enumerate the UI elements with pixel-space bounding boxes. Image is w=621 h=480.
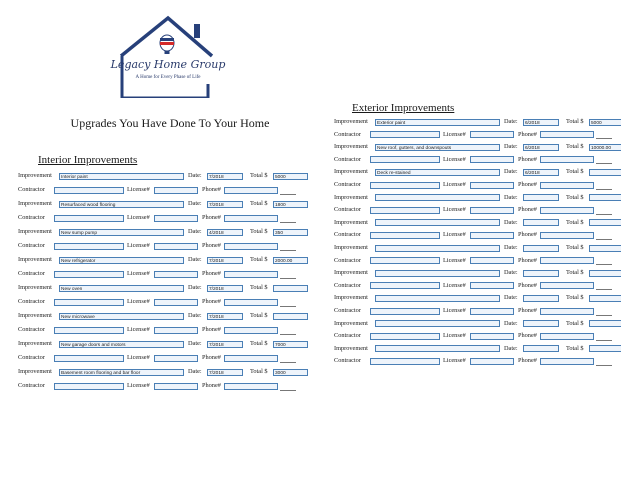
improvement-field[interactable] — [375, 320, 500, 327]
improvement-row — [18, 339, 318, 349]
improvement-row — [18, 367, 318, 377]
total-field[interactable]: 2000.00 — [273, 257, 308, 264]
license-label: License# — [443, 231, 466, 239]
phone-field[interactable] — [224, 271, 278, 278]
improvement-field[interactable]: New roof, gutters, and downspouts — [375, 144, 500, 151]
improvement-row — [18, 255, 318, 265]
total-field[interactable]: 350 — [273, 229, 308, 236]
contractor-field[interactable] — [370, 358, 440, 365]
total-field[interactable] — [589, 245, 621, 252]
total-label: Total $ — [566, 168, 584, 176]
phone-label: Phone# — [202, 382, 221, 389]
phone-field[interactable] — [224, 187, 278, 194]
license-field[interactable] — [470, 232, 514, 239]
improvement-row — [334, 142, 621, 152]
improvement-row — [18, 199, 318, 209]
improvement-field[interactable]: New garage doors and motors — [59, 341, 184, 348]
date-label: Date: — [504, 244, 518, 251]
license-field[interactable] — [470, 156, 514, 163]
date-label: Date: — [504, 118, 518, 125]
contractor-field[interactable] — [54, 187, 124, 194]
total-field[interactable] — [589, 169, 621, 176]
phone-underline — [596, 365, 612, 366]
license-field[interactable] — [470, 358, 514, 365]
license-label: License# — [127, 270, 150, 277]
total-label: Total $ — [250, 172, 268, 179]
contractor-row — [334, 205, 621, 215]
improvement-row — [334, 268, 621, 278]
total-field[interactable] — [589, 345, 621, 352]
phone-field[interactable] — [224, 355, 278, 362]
phone-label: Phone# — [202, 214, 221, 221]
license-label: License# — [443, 130, 466, 138]
license-field[interactable] — [154, 355, 198, 362]
phone-underline — [280, 306, 296, 307]
date-field[interactable]: 7/2018 — [207, 285, 243, 292]
contractor-label: Contractor — [18, 326, 45, 333]
license-field[interactable] — [154, 327, 198, 334]
phone-label: Phone# — [518, 231, 537, 239]
license-field[interactable] — [154, 383, 198, 390]
contractor-field[interactable] — [54, 215, 124, 222]
date-field[interactable] — [523, 270, 559, 277]
total-field[interactable] — [589, 194, 621, 201]
date-field[interactable]: 6/2018 — [523, 144, 559, 151]
phone-field[interactable] — [540, 207, 594, 214]
improvement-row — [334, 293, 621, 303]
logo-name: Legacy Home Group — [110, 58, 226, 71]
date-label: Date: — [504, 168, 518, 176]
contractor-field[interactable] — [370, 257, 440, 264]
phone-field[interactable] — [224, 243, 278, 250]
contractor-field[interactable] — [370, 207, 440, 214]
improvement-row — [334, 319, 621, 329]
phone-underline — [280, 194, 296, 195]
date-field[interactable] — [523, 194, 559, 201]
contractor-label: Contractor — [334, 181, 361, 188]
license-field[interactable] — [470, 282, 514, 289]
phone-underline — [596, 189, 612, 190]
improvement-label: Improvement — [334, 244, 368, 251]
license-label: License# — [443, 256, 466, 264]
date-field[interactable]: 7/2018 — [207, 369, 243, 376]
improvement-label: Improvement — [18, 200, 52, 207]
phone-label: Phone# — [518, 181, 537, 188]
improvement-row — [334, 117, 621, 127]
total-field[interactable] — [273, 285, 308, 292]
contractor-field[interactable] — [370, 232, 440, 239]
license-field[interactable] — [470, 308, 514, 315]
contractor-field[interactable] — [370, 282, 440, 289]
contractor-row — [18, 185, 318, 195]
phone-underline — [596, 214, 612, 215]
date-label: Date: — [188, 284, 202, 291]
phone-label: Phone# — [202, 270, 221, 277]
contractor-label: Contractor — [334, 155, 361, 163]
contractor-field[interactable] — [370, 308, 440, 315]
license-field[interactable] — [154, 215, 198, 222]
phone-field[interactable] — [540, 131, 594, 138]
date-field[interactable]: 7/2018 — [207, 341, 243, 348]
phone-label: Phone# — [202, 354, 221, 361]
contractor-row — [334, 230, 621, 240]
contractor-row — [18, 381, 318, 391]
improvement-field[interactable]: Resurfaced wood flooring — [59, 201, 184, 208]
phone-underline — [280, 334, 296, 335]
phone-underline — [596, 340, 612, 341]
license-label: License# — [127, 354, 150, 361]
date-label: Date: — [504, 218, 518, 226]
logo-house-icon — [118, 14, 218, 98]
improvement-field[interactable] — [375, 219, 500, 226]
phone-underline — [596, 289, 612, 290]
license-label: License# — [443, 181, 466, 188]
phone-underline — [280, 250, 296, 251]
license-label: License# — [127, 214, 150, 221]
phone-underline — [280, 278, 296, 279]
contractor-field[interactable] — [54, 271, 124, 278]
license-field[interactable] — [470, 257, 514, 264]
improvement-row — [18, 311, 318, 321]
total-field[interactable]: 1800 — [273, 201, 308, 208]
improvement-field[interactable] — [375, 245, 500, 252]
improvement-label: Improvement — [334, 218, 368, 226]
contractor-field[interactable] — [370, 131, 440, 138]
license-label: License# — [443, 357, 466, 365]
license-label: License# — [443, 332, 466, 340]
total-label: Total $ — [566, 118, 584, 125]
improvement-row — [334, 167, 621, 177]
contractor-label: Contractor — [18, 214, 45, 221]
phone-label: Phone# — [518, 307, 537, 314]
phone-label: Phone# — [518, 206, 537, 214]
contractor-row — [334, 130, 621, 140]
contractor-row — [334, 180, 621, 190]
total-field[interactable] — [589, 219, 621, 226]
phone-underline — [596, 315, 612, 316]
contractor-label: Contractor — [334, 307, 361, 314]
license-label: License# — [443, 281, 466, 289]
license-label: License# — [127, 186, 150, 193]
phone-field[interactable] — [540, 182, 594, 189]
improvement-label: Improvement — [334, 319, 368, 327]
total-label: Total $ — [250, 312, 268, 319]
improvement-row — [18, 171, 318, 181]
improvement-row — [18, 227, 318, 237]
improvement-field[interactable] — [375, 295, 500, 302]
improvement-label: Improvement — [334, 143, 368, 151]
improvement-label: Improvement — [18, 312, 52, 319]
improvement-row — [334, 344, 621, 354]
contractor-row — [18, 213, 318, 223]
phone-underline — [596, 138, 612, 139]
total-field[interactable] — [589, 270, 621, 277]
license-field[interactable] — [470, 207, 514, 214]
contractor-label: Contractor — [18, 298, 45, 305]
contractor-field[interactable] — [54, 243, 124, 250]
improvement-row — [334, 193, 621, 203]
date-label: Date: — [504, 143, 518, 151]
date-field[interactable] — [523, 320, 559, 327]
improvement-field[interactable] — [375, 270, 500, 277]
contractor-label: Contractor — [334, 256, 361, 264]
total-label: Total $ — [250, 200, 268, 207]
total-label: Total $ — [250, 368, 268, 375]
improvement-label: Improvement — [334, 168, 368, 176]
total-label: Total $ — [566, 143, 584, 151]
date-label: Date: — [188, 172, 202, 179]
contractor-label: Contractor — [334, 231, 361, 239]
logo-tagline: A Home for Every Phase of Life — [135, 75, 201, 80]
date-field[interactable]: 7/2018 — [207, 257, 243, 264]
contractor-label: Contractor — [18, 382, 45, 389]
contractor-field[interactable] — [370, 333, 440, 340]
phone-underline — [596, 239, 612, 240]
license-label: License# — [127, 298, 150, 305]
license-field[interactable] — [470, 182, 514, 189]
improvement-label: Improvement — [18, 368, 52, 375]
contractor-label: Contractor — [18, 242, 45, 249]
improvement-field[interactable]: New microwave — [59, 313, 184, 320]
total-field[interactable]: 7000 — [273, 341, 308, 348]
phone-field[interactable] — [540, 333, 594, 340]
improvement-field[interactable] — [375, 345, 500, 352]
date-field[interactable]: 7/2018 — [207, 313, 243, 320]
phone-field[interactable] — [540, 156, 594, 163]
date-label: Date: — [504, 269, 518, 277]
total-label: Total $ — [566, 294, 584, 302]
date-field[interactable] — [523, 295, 559, 302]
total-label: Total $ — [566, 218, 584, 226]
phone-field[interactable] — [540, 282, 594, 289]
date-label: Date: — [188, 312, 202, 319]
contractor-label: Contractor — [18, 186, 45, 193]
phone-label: Phone# — [518, 155, 537, 163]
contractor-row — [18, 297, 318, 307]
license-label: License# — [127, 326, 150, 333]
contractor-row — [334, 306, 621, 316]
phone-label: Phone# — [202, 242, 221, 249]
license-label: License# — [443, 307, 466, 314]
phone-underline — [280, 222, 296, 223]
phone-underline — [596, 163, 612, 164]
improvement-label: Improvement — [334, 193, 368, 201]
phone-label: Phone# — [518, 281, 537, 289]
total-field[interactable]: 5000 — [273, 173, 308, 180]
license-field[interactable] — [154, 243, 198, 250]
date-field[interactable] — [523, 219, 559, 226]
contractor-field[interactable] — [370, 156, 440, 163]
total-field[interactable] — [273, 313, 308, 320]
total-field[interactable]: 10000.00 — [589, 144, 621, 151]
date-label: Date: — [188, 256, 202, 263]
license-field[interactable] — [470, 131, 514, 138]
contractor-field[interactable] — [54, 383, 124, 390]
date-field[interactable]: 6/2018 — [523, 169, 559, 176]
date-label: Date: — [188, 200, 202, 207]
contractor-field[interactable] — [54, 299, 124, 306]
date-label: Date: — [504, 294, 518, 302]
improvement-label: Improvement — [18, 340, 52, 347]
contractor-row — [18, 353, 318, 363]
improvement-label: Improvement — [18, 256, 52, 263]
phone-underline — [280, 390, 296, 391]
date-field[interactable]: 7/2018 — [207, 201, 243, 208]
phone-label: Phone# — [518, 357, 537, 365]
page-title: Upgrades You Have Done To Your Home — [70, 116, 270, 130]
contractor-row — [18, 325, 318, 335]
improvement-row — [334, 218, 621, 228]
improvement-label: Improvement — [18, 284, 52, 291]
date-label: Date: — [188, 228, 202, 235]
license-label: License# — [443, 206, 466, 214]
contractor-row — [334, 155, 621, 165]
balloon-icon — [160, 35, 174, 54]
contractor-row — [18, 241, 318, 251]
contractor-label: Contractor — [334, 332, 361, 340]
improvement-field[interactable]: New sump pump — [59, 229, 184, 236]
improvement-label: Improvement — [18, 172, 52, 179]
improvement-label: Improvement — [334, 269, 368, 277]
phone-label: Phone# — [202, 326, 221, 333]
improvement-label: Improvement — [18, 228, 52, 235]
improvement-field[interactable]: Deck re-stained — [375, 169, 500, 176]
exterior-section-title: Exterior Improvements — [352, 102, 455, 114]
interior-section-title: Interior Improvements — [38, 154, 138, 166]
improvement-field[interactable]: Basement room flooring and bar floor — [59, 369, 184, 376]
license-label: License# — [443, 155, 466, 163]
contractor-row — [334, 331, 621, 341]
total-label: Total $ — [566, 319, 584, 327]
improvement-field[interactable]: New oven — [59, 285, 184, 292]
date-field[interactable]: 4/2018 — [207, 229, 243, 236]
phone-label: Phone# — [202, 186, 221, 193]
phone-label: Phone# — [518, 332, 537, 340]
phone-field[interactable] — [224, 299, 278, 306]
date-field[interactable] — [523, 345, 559, 352]
license-field[interactable] — [154, 271, 198, 278]
contractor-row — [334, 281, 621, 291]
phone-field[interactable] — [540, 232, 594, 239]
date-label: Date: — [188, 368, 202, 375]
improvement-label: Improvement — [334, 294, 368, 302]
total-field[interactable] — [589, 295, 621, 302]
total-label: Total $ — [566, 269, 584, 277]
total-label: Total $ — [250, 256, 268, 263]
contractor-label: Contractor — [334, 281, 361, 289]
total-label: Total $ — [250, 284, 268, 291]
contractor-field[interactable] — [54, 355, 124, 362]
total-field[interactable] — [589, 320, 621, 327]
improvement-row — [18, 283, 318, 293]
phone-label: Phone# — [518, 130, 537, 138]
phone-field[interactable] — [540, 257, 594, 264]
phone-underline — [596, 264, 612, 265]
improvement-field[interactable]: New refrigerator — [59, 257, 184, 264]
improvement-row — [334, 243, 621, 253]
total-field[interactable]: 3000 — [273, 369, 308, 376]
date-field[interactable]: 6/2018 — [523, 119, 559, 126]
phone-field[interactable] — [224, 327, 278, 334]
date-label: Date: — [504, 319, 518, 327]
contractor-label: Contractor — [18, 354, 45, 361]
license-field[interactable] — [470, 333, 514, 340]
phone-field[interactable] — [540, 358, 594, 365]
date-field[interactable] — [523, 245, 559, 252]
phone-field[interactable] — [540, 308, 594, 315]
contractor-row — [334, 356, 621, 366]
contractor-field[interactable] — [54, 327, 124, 334]
total-field[interactable]: 5000 — [589, 119, 621, 126]
improvement-field[interactable]: Interior paint — [59, 173, 184, 180]
contractor-row — [334, 256, 621, 266]
phone-underline — [280, 362, 296, 363]
date-label: Date: — [504, 344, 518, 352]
improvement-label: Improvement — [334, 118, 368, 125]
license-field[interactable] — [154, 187, 198, 194]
improvement-field[interactable] — [375, 194, 500, 201]
total-label: Total $ — [250, 340, 268, 347]
phone-field[interactable] — [224, 383, 278, 390]
contractor-field[interactable] — [370, 182, 440, 189]
date-label: Date: — [188, 340, 202, 347]
total-label: Total $ — [566, 244, 584, 251]
contractor-label: Contractor — [334, 357, 361, 365]
license-label: License# — [127, 242, 150, 249]
date-field[interactable]: 7/2018 — [207, 173, 243, 180]
phone-field[interactable] — [224, 215, 278, 222]
total-label: Total $ — [250, 228, 268, 235]
contractor-label: Contractor — [334, 130, 361, 138]
license-label: License# — [127, 382, 150, 389]
improvement-label: Improvement — [334, 344, 368, 352]
contractor-label: Contractor — [334, 206, 361, 214]
date-label: Date: — [504, 193, 518, 201]
total-label: Total $ — [566, 344, 584, 352]
contractor-label: Contractor — [18, 270, 45, 277]
phone-label: Phone# — [518, 256, 537, 264]
contractor-row — [18, 269, 318, 279]
license-field[interactable] — [154, 299, 198, 306]
total-label: Total $ — [566, 193, 584, 201]
phone-label: Phone# — [202, 298, 221, 305]
improvement-field[interactable]: Exterior paint — [375, 119, 500, 126]
